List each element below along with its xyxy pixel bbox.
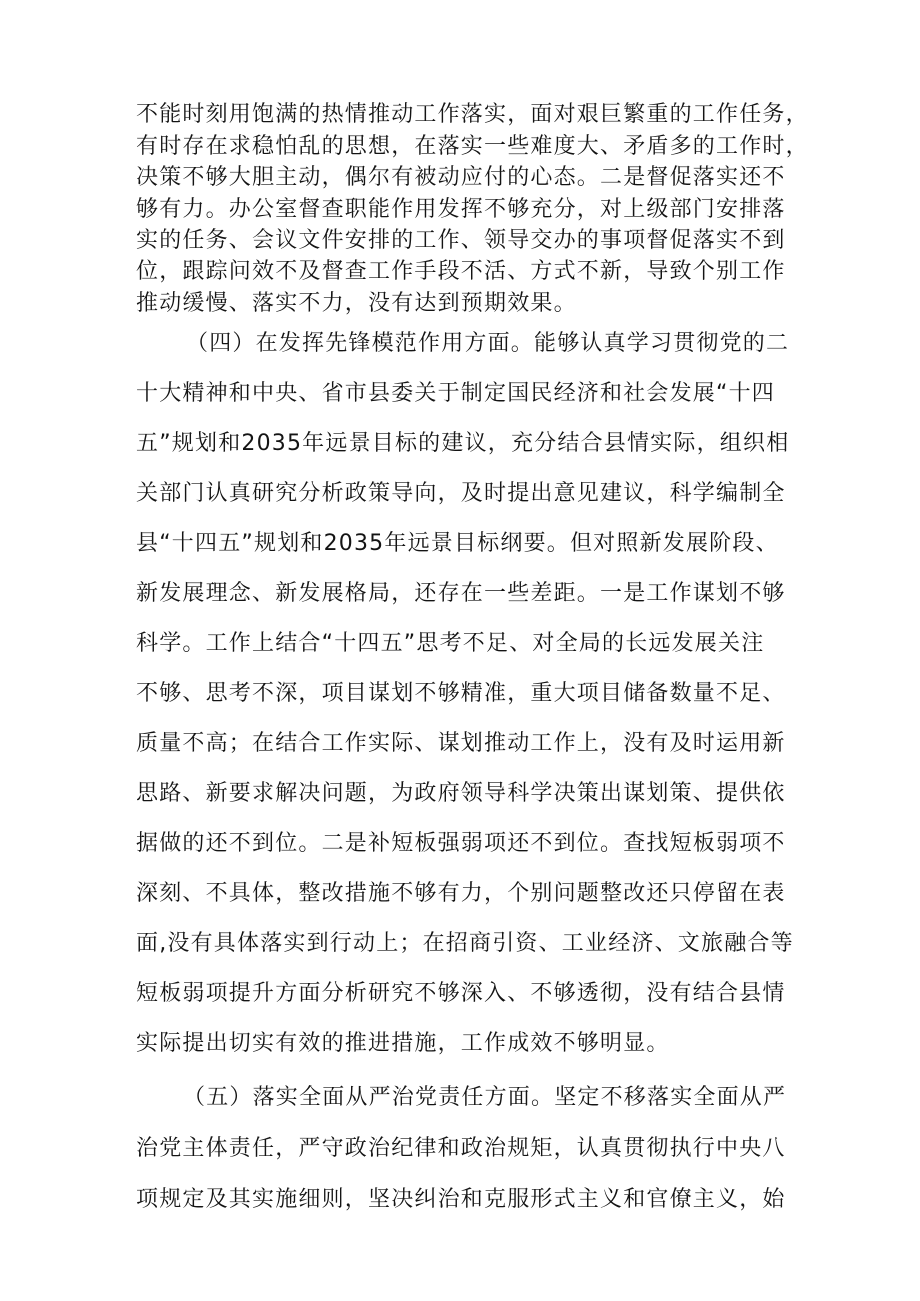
paragraph-line: 够有力。办公室督查职能作用发挥不够充分，对上级部门安排落 <box>136 197 786 222</box>
paragraph-line: 治党主体责任，严守政治纪律和政治规矩，认真贯彻执行中央八 <box>136 1136 786 1161</box>
paragraph-line: 十大精神和中央、省市县委关于制定国民经济和社会发展“十四 <box>136 381 775 406</box>
paragraph-line: 有时存在求稳怕乱的思想，在落实一些难度大、矛盾多的工作时， <box>136 134 809 159</box>
paragraph-line: 实际提出切实有效的推进措施，工作成效不够明显。 <box>136 1031 670 1056</box>
paragraph-line: 关部门认真研究分析政策导向，及时提出意见建议，科学编制全 <box>136 481 786 506</box>
paragraph-line: 面,没有具体落实到行动上；在招商引资、工业经济、文旅融合等 <box>136 931 794 956</box>
paragraph-first-line: （五）落实全面从严治党责任方面。坚定不移落实全面从严 <box>183 1085 787 1110</box>
paragraph-line: 科学。工作上结合“十四五”思考不足、对全局的长远发展关注 <box>136 631 765 656</box>
paragraph-first-line: （四）在发挥先锋模范作用方面。能够认真学习贯彻党的二 <box>186 331 790 356</box>
paragraph-line: 县“十四五”规划和2035年远景目标纲要。但对照新发展阶段、 <box>136 531 779 556</box>
paragraph-line: 据做的还不到位。二是补短板强弱项还不到位。查找短板弱项不 <box>136 831 786 856</box>
paragraph-line: 思路、新要求解决问题，为政府领导科学决策出谋划策、提供依 <box>136 781 786 806</box>
paragraph-line: 质量不高；在结合工作实际、谋划推动工作上，没有及时运用新 <box>136 731 786 756</box>
paragraph-line: 决策不够大胆主动，偶尔有被动应付的心态。二是督促落实还不 <box>136 165 786 190</box>
paragraph-line: 不够、思考不深，项目谋划不够精准，重大项目储备数量不足、 <box>136 681 786 706</box>
paragraph-line: 推动缓慢、落实不力，没有达到预期效果。 <box>136 291 577 316</box>
paragraph-line: 实的任务、会议文件安排的工作、领导交办的事项督促落实不到 <box>136 228 786 253</box>
paragraph-line: 五”规划和2035年远景目标的建议，充分结合县情实际，组织相 <box>136 431 790 456</box>
paragraph-line: 不能时刻用饱满的热情推动工作落实，面对艰巨繁重的工作任务， <box>136 102 809 127</box>
paragraph-line: 项规定及其实施细则，坚决纠治和克服形式主义和官僚主义，始 <box>136 1187 786 1212</box>
paragraph-line: 位，跟踪问效不及督查工作手段不活、方式不新，导致个别工作 <box>136 259 786 284</box>
paragraph-line: 深刻、不具体，整改措施不够有力，个别问题整改还只停留在表 <box>136 881 786 906</box>
paragraph-line: 新发展理念、新发展格局，还存在一些差距。一是工作谋划不够 <box>136 581 786 606</box>
paragraph-line: 短板弱项提升方面分析研究不够深入、不够透彻，没有结合县情 <box>136 981 786 1006</box>
